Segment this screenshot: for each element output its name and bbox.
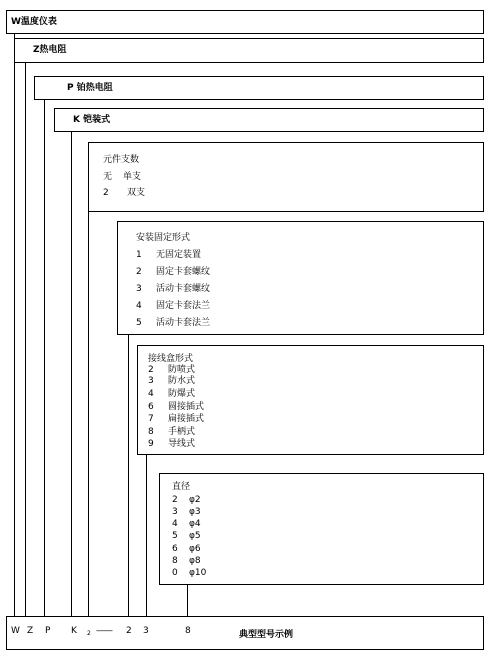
diameter-code: 6 — [172, 544, 178, 554]
example-code-c2: 3 — [143, 626, 149, 636]
junction-code: 3 — [148, 376, 154, 386]
connector-line-k — [71, 132, 72, 616]
diameter-item — [172, 544, 201, 555]
diameter-text: φ6 — [189, 544, 201, 554]
example-code-c3: 8 — [185, 626, 191, 636]
element-count-box — [88, 142, 484, 212]
junction-code: 4 — [148, 389, 154, 399]
example-dash: —— — [96, 626, 112, 636]
diameter-text: φ3 — [189, 507, 201, 517]
mounting-text: 活动卡套法兰 — [156, 318, 211, 328]
junction-item — [148, 402, 204, 413]
example-code-z: Z — [27, 626, 34, 636]
junction-text: 扁接插式 — [168, 414, 205, 424]
junction-item — [148, 427, 195, 438]
element-count-code: 2 — [103, 188, 109, 198]
junction-text: 手柄式 — [168, 427, 196, 437]
junction-box — [137, 345, 484, 455]
example-code-k: K — [71, 626, 77, 636]
junction-code: 2 — [148, 365, 154, 375]
mounting-item — [136, 318, 210, 329]
diameter-code: 8 — [172, 556, 178, 566]
diameter-text: φ4 — [189, 519, 201, 529]
mounting-text: 活动卡套螺纹 — [156, 284, 211, 294]
connector-line-diameter — [187, 585, 188, 616]
element-count-item — [103, 188, 145, 199]
mounting-code: 3 — [136, 284, 142, 294]
connector-line-elements — [88, 212, 89, 616]
mounting-code: 2 — [136, 267, 142, 277]
mounting-text: 无固定装置 — [156, 250, 202, 260]
junction-item — [148, 439, 195, 450]
element-count-text: 单支 — [123, 172, 142, 182]
mounting-text: 固定卡套螺纹 — [156, 267, 211, 277]
diameter-item — [172, 531, 201, 542]
mounting-item — [136, 301, 210, 312]
diameter-text: φ2 — [189, 495, 201, 505]
junction-text: 防爆式 — [168, 389, 196, 399]
diameter-code: 4 — [172, 519, 178, 529]
example-model-box — [6, 616, 484, 650]
junction-code: 7 — [148, 414, 154, 424]
element-count-text: 双支 — [127, 188, 146, 198]
example-caption: 典型型号示例 — [239, 630, 294, 640]
mounting-code: 4 — [136, 301, 142, 311]
diameter-code: 5 — [172, 531, 178, 541]
mounting-box — [117, 221, 484, 335]
mounting-item — [136, 284, 210, 295]
junction-code: 8 — [148, 427, 154, 437]
junction-code: 6 — [148, 402, 154, 412]
diameter-box — [159, 473, 484, 585]
diameter-text: φ10 — [189, 568, 207, 578]
mounting-item — [136, 250, 201, 261]
diameter-code: 0 — [172, 568, 178, 578]
junction-text: 防喷式 — [168, 365, 196, 375]
mounting-text: 固定卡套法兰 — [156, 301, 211, 311]
example-code-w: W — [11, 626, 20, 636]
level-box-w — [6, 10, 484, 34]
junction-item — [148, 365, 195, 376]
diameter-item — [172, 556, 201, 567]
diameter-item — [172, 507, 201, 518]
junction-text: 圆接插式 — [168, 402, 205, 412]
level-label-w: W温度仪表 — [11, 17, 57, 27]
junction-item — [148, 376, 195, 387]
mounting-code: 1 — [136, 250, 142, 260]
connector-line-junction — [146, 455, 147, 616]
diameter-code: 2 — [172, 495, 178, 505]
junction-item — [148, 389, 195, 400]
connector-line-p — [44, 100, 45, 616]
mounting-code: 5 — [136, 318, 142, 328]
mounting-title: 安装固定形式 — [136, 233, 191, 243]
diameter-item — [172, 568, 206, 579]
diameter-item — [172, 495, 201, 506]
diameter-item — [172, 519, 201, 530]
junction-title: 接线盒形式 — [148, 354, 194, 364]
connector-line-mounting — [128, 335, 129, 616]
junction-item — [148, 414, 204, 425]
diameter-text: φ5 — [189, 531, 201, 541]
element-count-item — [103, 172, 141, 183]
junction-text: 防水式 — [168, 376, 196, 386]
example-code-p: P — [45, 626, 51, 636]
element-count-code: 无 — [103, 172, 113, 182]
example-code-sub: 2 — [87, 630, 91, 637]
level-box-k — [54, 108, 484, 132]
diameter-text: φ8 — [189, 556, 201, 566]
junction-text: 导线式 — [168, 439, 196, 449]
example-code-c1: 2 — [126, 626, 132, 636]
element-count-title: 元件支数 — [103, 155, 140, 165]
diameter-code: 3 — [172, 507, 178, 517]
level-label-k: K 铠装式 — [73, 115, 111, 125]
level-label-z: Z热电阻 — [33, 45, 67, 55]
mounting-item — [136, 267, 210, 278]
junction-code: 9 — [148, 439, 154, 449]
diameter-title: 直径 — [172, 482, 191, 492]
connector-line-w — [14, 34, 15, 616]
connector-line-z — [25, 63, 26, 616]
level-box-p — [34, 76, 484, 100]
level-box-z — [14, 38, 484, 63]
level-label-p: P 铂热电阻 — [67, 83, 113, 93]
